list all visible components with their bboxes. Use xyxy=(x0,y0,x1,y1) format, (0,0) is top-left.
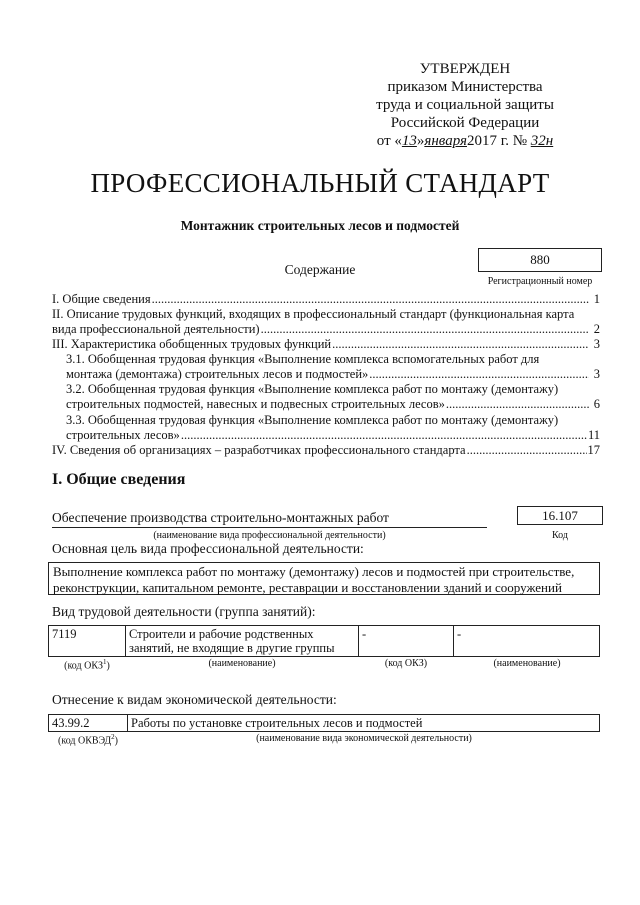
registration-number-label: Регистрационный номер xyxy=(487,276,593,287)
activity-code-box: 16.107 xyxy=(517,506,603,525)
toc-page: 2 xyxy=(593,322,600,336)
goal-line-2: реконструкции, капитальном ремонте, реставрации и восстановлении зданий и сооружений xyxy=(53,579,562,595)
date-year: 2017 г. № xyxy=(466,133,528,149)
okz-table xyxy=(48,625,600,657)
goal-label: Основная цель вида профессиональной деятельности: xyxy=(52,541,364,556)
okz-name-caption: (наименование) xyxy=(208,658,276,669)
toc-page: 6 xyxy=(593,397,600,411)
date-month: января xyxy=(424,133,467,149)
standard-subtitle: Монтажник строительных лесов и подмостей xyxy=(180,218,460,233)
okz-name2-caption: (наименование) xyxy=(493,658,561,669)
approval-line-3: труда и социальной защиты xyxy=(376,97,554,113)
toc-page: 11 xyxy=(587,428,600,442)
okved-table xyxy=(48,714,600,732)
approval-date-line xyxy=(330,132,600,150)
toc-item-2[interactable]: II. Описание трудовых функций, входящих в профессиональный стандарт (функциональная карта вида профессиональной деятельности) ..... 2 xyxy=(52,307,600,337)
toc-page: 1 xyxy=(593,292,600,306)
toc-item-3-2[interactable]: 3.2. Обобщенная трудовая функция «Выполнение комплекса работ по монтажу (демонтажу) строительных подмостей, навесных и подвесных строительных лесов» ..... 6 xyxy=(66,382,600,412)
goal-line-1: Выполнение комплекса работ по монтажу (демонтажу) лесов и подмостей при строительстве, xyxy=(53,564,575,579)
group-label: Вид трудовой деятельности (группа занятий): xyxy=(52,604,316,619)
okz-name2-cell: - xyxy=(454,626,600,657)
approval-block xyxy=(330,60,600,150)
date-sep: » xyxy=(416,133,425,149)
okz-code2-caption: (код ОКЗ) xyxy=(384,658,428,669)
okz-code-caption: (код ОКЗ$^1$) xyxy=(64,658,110,672)
table-row xyxy=(49,626,600,657)
okz-code2-cell: - xyxy=(359,626,454,657)
approval-line-2: приказом Министерства xyxy=(387,79,543,95)
toc-item-3-3[interactable]: 3.3. Обобщенная трудовая функция «Выполнение комплекса работ по монтажу (демонтажу) строительных лесов» ..... 11 xyxy=(66,413,600,443)
registration-number-box: 880 xyxy=(478,248,602,272)
toc-page: 17 xyxy=(587,443,600,457)
section-title: I. Общие сведения xyxy=(52,471,186,488)
table-row xyxy=(49,715,600,732)
activity-name-caption: (наименование вида профессиональной деятельности) xyxy=(153,530,386,541)
okved-name-caption: (наименование вида экономической деятельности) xyxy=(256,733,472,744)
toc-item-3[interactable]: III. Характеристика обобщенных трудовых функций ..... 3 xyxy=(52,337,600,352)
toc-page: 3 xyxy=(593,367,600,381)
activity-code-caption: Код xyxy=(552,530,568,541)
date-prefix: от « xyxy=(376,133,402,149)
okved-code-caption: (код ОКВЭД$^2$) xyxy=(58,733,118,747)
okved-code-cell: 43.99.2 xyxy=(49,715,128,732)
toc-item-1[interactable]: I. Общие сведения ..... 1 xyxy=(52,292,600,307)
toc-item-4[interactable]: IV. Сведения об организациях – разработчиках профессионального стандарта ..... 17 xyxy=(52,443,600,458)
goal-box xyxy=(48,562,600,595)
page-title: ПРОФЕССИОНАЛЬНЫЙ СТАНДАРТ xyxy=(90,168,550,198)
activity-name-field: Обеспечение производства строительно-монтажных работ xyxy=(52,510,487,528)
okved-name-cell: Работы по установке строительных лесов и подмостей xyxy=(128,715,600,732)
econ-label: Отнесение к видам экономической деятельности: xyxy=(52,692,337,707)
approval-line-4: Российской Федерации xyxy=(390,115,540,131)
okz-name-cell: Строители и рабочие родственных занятий, не входящие в другие группы xyxy=(126,626,359,657)
toc-item-3-1[interactable]: 3.1. Обобщенная трудовая функция «Выполнение комплекса вспомогательных работ для монтажа (демонтажа) строительных лесов и подмостей» ..... 3 xyxy=(66,352,600,382)
contents-label: Содержание xyxy=(284,262,356,277)
date-day: 13 xyxy=(401,133,417,149)
approval-line-1: УТВЕРЖДЕН xyxy=(419,61,511,77)
toc-page: 3 xyxy=(593,337,600,351)
order-number: 32н xyxy=(530,133,554,149)
okz-code-cell: 7119 xyxy=(49,626,126,657)
